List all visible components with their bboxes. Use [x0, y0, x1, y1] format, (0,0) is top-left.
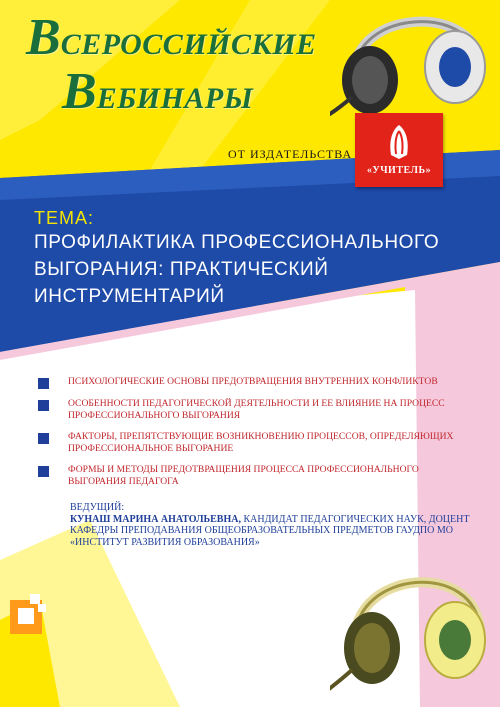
window-squares-icon	[10, 594, 48, 636]
title-rest-1: СЕРОССИЙСКИЕ	[60, 28, 317, 61]
headset-icon	[330, 2, 500, 122]
topic-label: ТЕМА:	[34, 208, 95, 228]
square-bullet-icon	[38, 466, 49, 477]
title-rest-2: ЕБИНАРЫ	[96, 82, 254, 115]
topic-line-2: ВЫГОРАНИЯ: ПРАКТИЧЕСКИЙ	[34, 259, 329, 280]
book-emblem-icon	[383, 121, 415, 161]
list-item-text: ФОРМЫ И МЕТОДЫ ПРЕДОТВРАЩЕНИЯ ПРОЦЕССА ПРОФЕССИОНАЛЬНОГО ВЫГОРАНИЯ ПЕДАГОГА	[68, 464, 419, 487]
square-bullet-icon	[38, 433, 49, 444]
speaker-label: ВЕДУЩИЙ:	[70, 502, 125, 513]
title-initial-2: В	[62, 63, 97, 120]
square-bullet-icon	[38, 378, 49, 389]
topic-line-3: ИНСТРУМЕНТАРИЙ	[34, 286, 225, 307]
main-title-line-2	[62, 62, 253, 121]
publisher-logo	[355, 113, 443, 187]
speaker-details: КАНДИДАТ ПЕДАГОГИЧЕСКИХ НАУК, ДОЦЕНТ КАФЕДРЫ ПРЕПОДАВАНИЯ ОБЩЕОБРАЗОВАТЕЛЬНЫХ ПРЕДМЕТОВ ГАУДПО МО «ИНСТИТУТ РАЗВИТИЯ ОБРАЗОВАНИЯ»	[70, 513, 470, 548]
list-item-text: ПСИХОЛОГИЧЕСКИЕ ОСНОВЫ ПРЕДОТВРАЩЕНИЯ ВНУТРЕННИХ КОНФЛИКТОВ	[68, 376, 438, 387]
speaker-block	[70, 502, 480, 548]
speaker-name: КУНАШ МАРИНА АНАТОЛЬЕВНА,	[70, 513, 241, 525]
topic-line-1: ПРОФИЛАКТИКА ПРОФЕССИОНАЛЬНОГО	[34, 232, 440, 253]
list-item-text: ОСОБЕННОСТИ ПЕДАГОГИЧЕСКОЙ ДЕЯТЕЛЬНОСТИ И ЕЕ ВЛИЯНИЕ НА ПРОЦЕСС ПРОФЕССИОНАЛЬНОГО ВЫГОРАНИЯ	[68, 398, 445, 421]
publisher-label: ОТ ИЗДАТЕЛЬСТВА	[228, 147, 353, 161]
list-item-text: ФАКТОРЫ, ПРЕПЯТСТВУЮЩИЕ ВОЗНИКНОВЕНИЮ ПРОЦЕССОВ, ОПРЕДЕЛЯЮЩИХ ПРОФЕССИОНАЛЬНОЕ ВЫГОРАНИЕ	[68, 431, 454, 454]
main-title-line-1	[26, 8, 317, 67]
square-bullet-icon	[38, 400, 49, 411]
publisher-logo-text: «УЧИТЕЛЬ»	[366, 165, 432, 176]
title-initial-1: В	[26, 9, 61, 66]
headset-icon	[330, 560, 500, 700]
